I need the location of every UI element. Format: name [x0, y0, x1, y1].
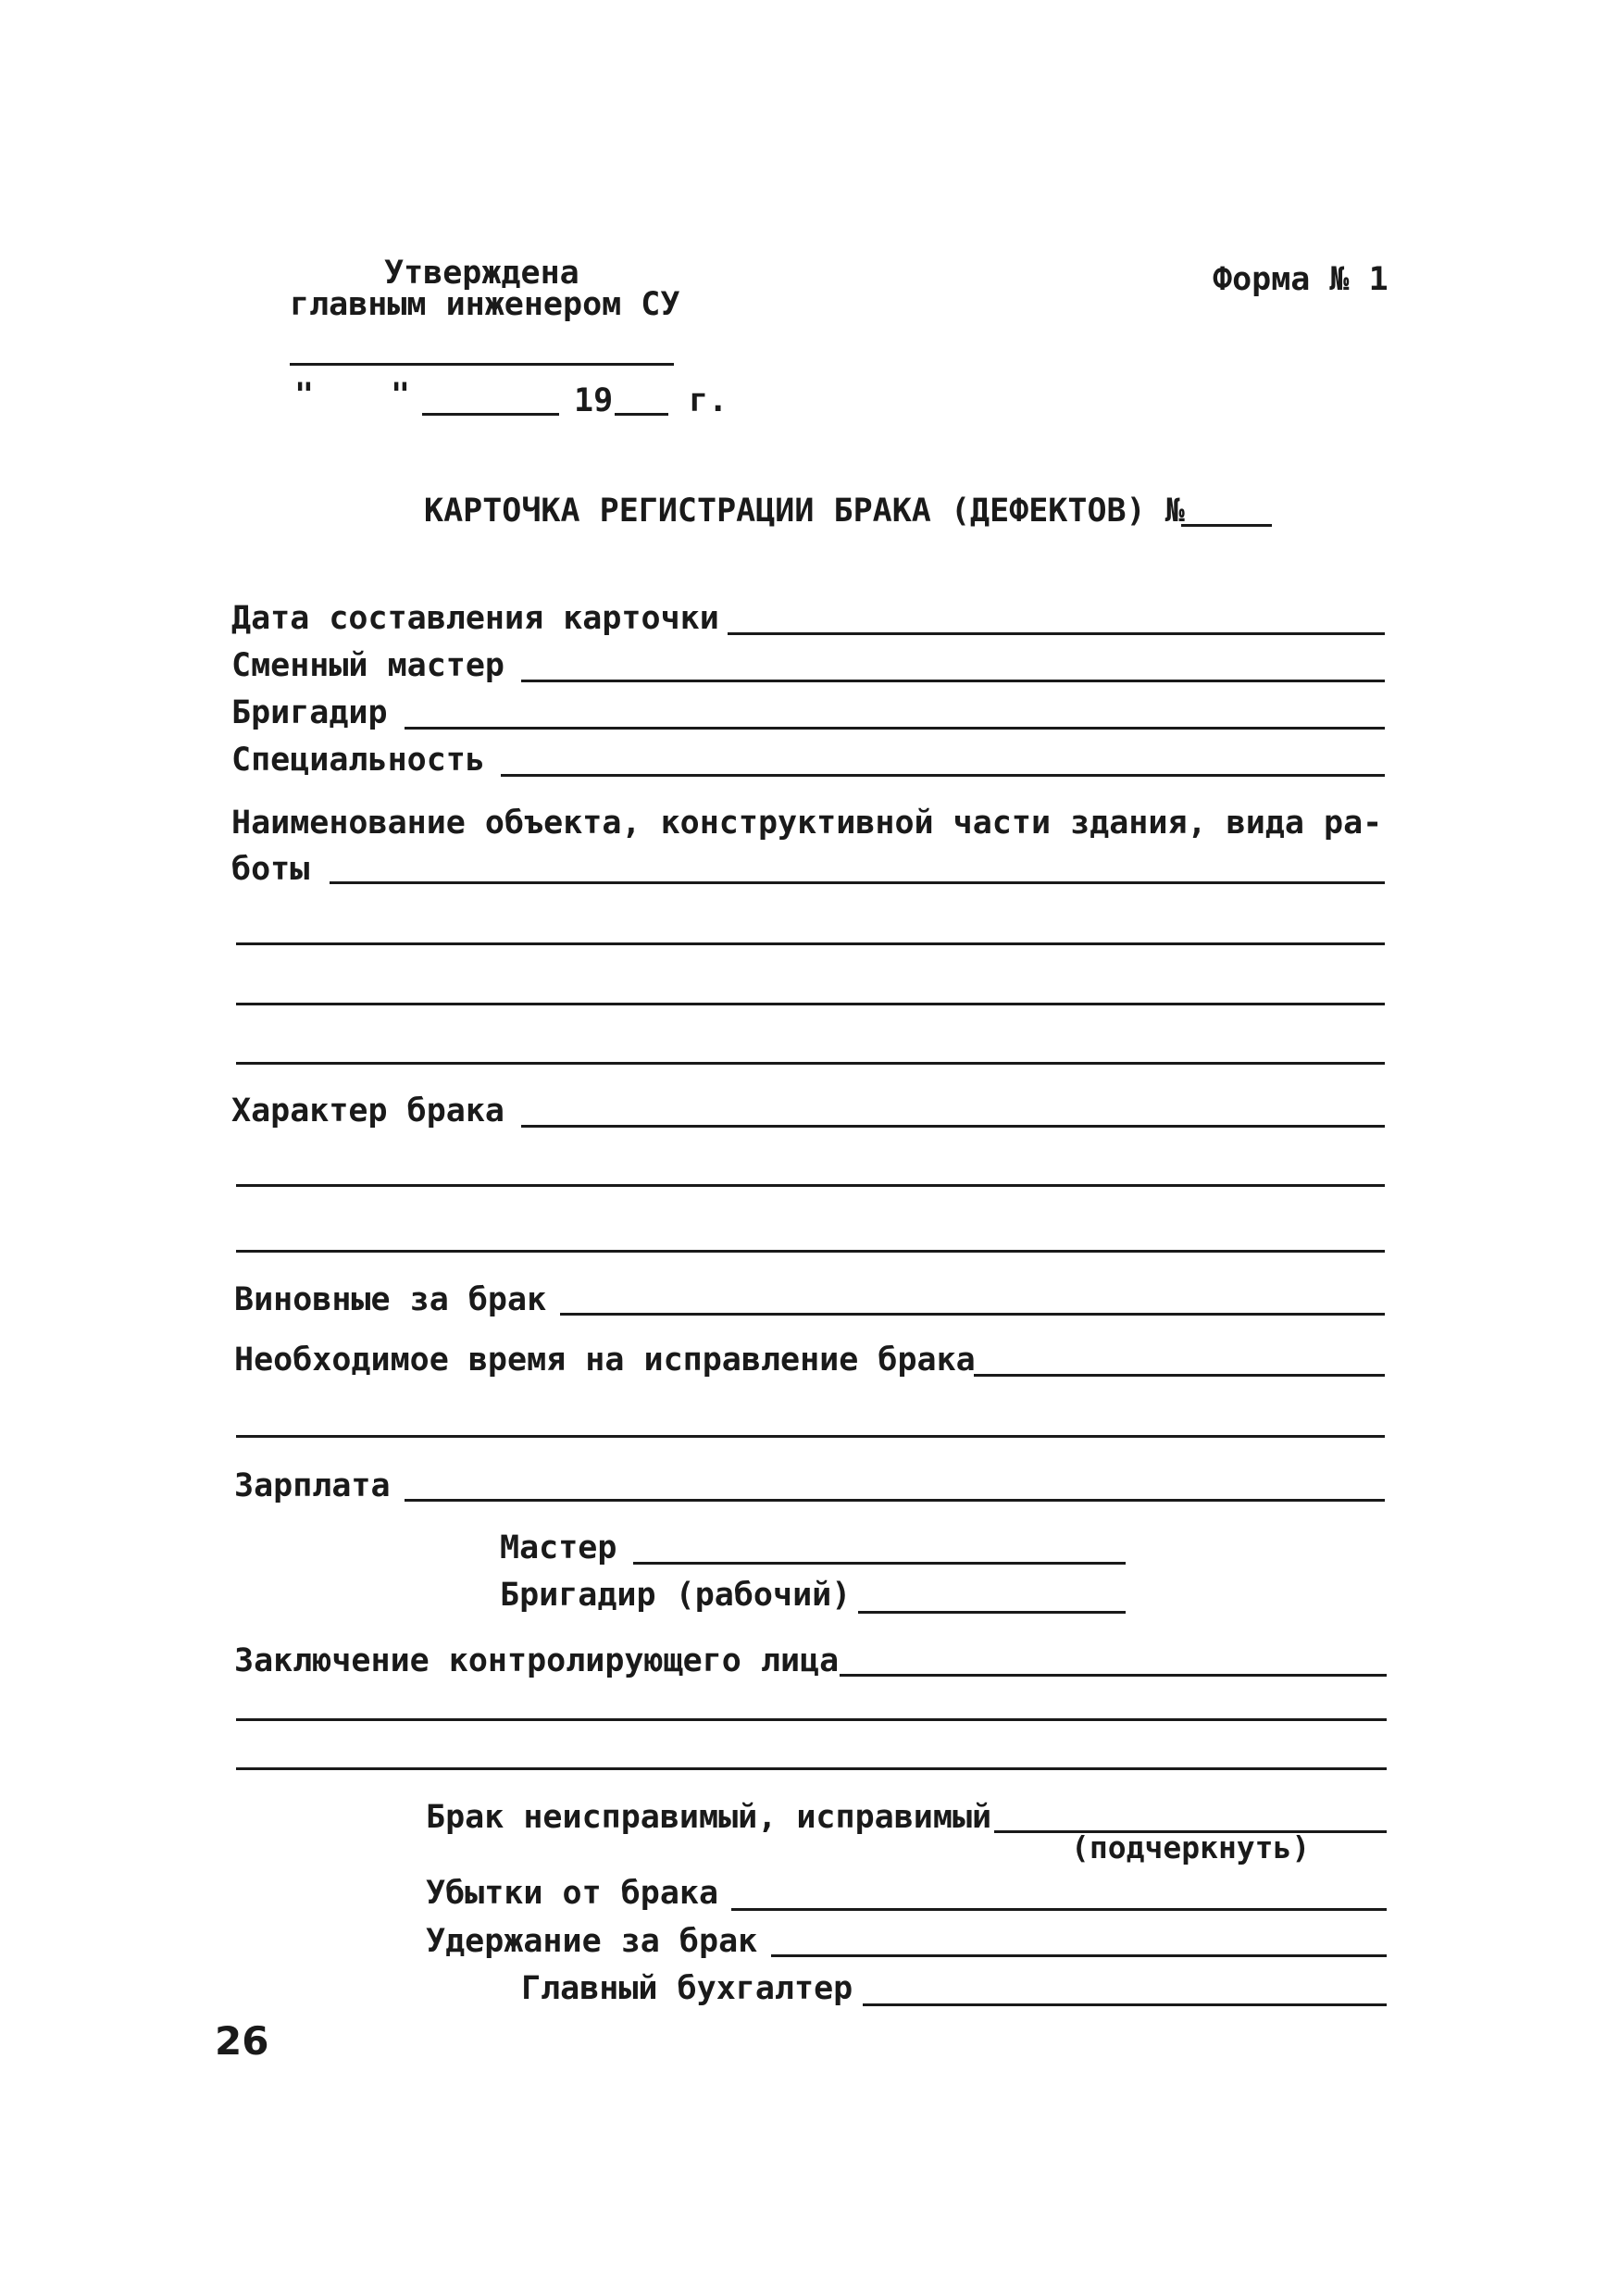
field-losses-line[interactable]: [731, 1908, 1387, 1911]
field-defect-type-label: Брак неисправимый, исправимый: [426, 1799, 992, 1836]
field-object-name-line-2[interactable]: [236, 942, 1385, 945]
approval-year: 19: [574, 382, 614, 419]
field-defect-nature-line-3[interactable]: [236, 1250, 1385, 1253]
field-fix-time-line-1[interactable]: [974, 1374, 1385, 1377]
page-number: 26: [215, 2018, 269, 2064]
field-date-label: Дата составления карточки: [231, 600, 719, 637]
field-underline-note: (подчеркнуть): [1071, 1829, 1311, 1866]
approval-year-suffix: г.: [689, 382, 729, 419]
approval-year-line: [615, 413, 668, 416]
field-salary-line[interactable]: [405, 1499, 1385, 1502]
field-master-label: Мастер: [500, 1529, 617, 1566]
field-specialty-line[interactable]: [501, 774, 1385, 777]
field-foreman-worker-label: Бригадир (рабочий): [500, 1577, 852, 1614]
field-fix-time-label: Необходимое время на исправление брака: [234, 1341, 976, 1379]
field-responsible-label: Виновные за брак: [234, 1281, 547, 1318]
field-object-name-label-1: Наименование объекта, конструктивной части здания, вида ра-: [231, 805, 1383, 842]
field-inspector-conclusion-line-1[interactable]: [840, 1674, 1387, 1677]
approval-line-1: Утверждена: [384, 255, 579, 292]
field-deduction-label: Удержание за брак: [426, 1923, 758, 1960]
field-inspector-conclusion-label: Заключение контролирующего лица: [234, 1642, 840, 1679]
field-foreman-worker-line[interactable]: [858, 1611, 1126, 1614]
field-inspector-conclusion-line-3[interactable]: [236, 1767, 1387, 1770]
field-shift-master-label: Сменный мастер: [231, 647, 505, 684]
field-specialty-label: Специальность: [231, 742, 485, 779]
field-responsible-line[interactable]: [560, 1313, 1385, 1316]
field-foreman-line[interactable]: [405, 727, 1385, 730]
field-salary-label: Зарплата: [234, 1467, 391, 1504]
field-chief-accountant-label: Главный бухгалтер: [521, 1970, 853, 2007]
field-defect-nature-line-2[interactable]: [236, 1184, 1385, 1187]
field-defect-nature-line-1[interactable]: [521, 1125, 1385, 1128]
field-defect-nature-label: Характер брака: [231, 1092, 505, 1129]
card-title: КАРТОЧКА РЕГИСТРАЦИИ БРАКА (ДЕФЕКТОВ) №: [424, 493, 1185, 530]
field-date-line[interactable]: [728, 632, 1385, 635]
approval-signature-line: [290, 363, 674, 366]
field-object-name-line-3[interactable]: [236, 1003, 1385, 1005]
approval-line-2: главным инженером СУ: [290, 286, 680, 323]
approval-day-month-line: [422, 413, 559, 416]
field-losses-label: Убытки от брака: [426, 1875, 719, 1912]
card-number-line: [1181, 524, 1272, 527]
field-master-line[interactable]: [633, 1562, 1126, 1565]
field-object-name-line-4[interactable]: [236, 1062, 1385, 1065]
field-object-name-line-1[interactable]: [330, 881, 1385, 884]
approval-quote-open: ": [294, 377, 315, 414]
field-shift-master-line[interactable]: [521, 680, 1385, 682]
field-chief-accountant-line[interactable]: [863, 2003, 1387, 2006]
field-inspector-conclusion-line-2[interactable]: [236, 1718, 1387, 1721]
field-fix-time-line-2[interactable]: [236, 1435, 1385, 1438]
form-number: Форма № 1: [1213, 261, 1389, 298]
field-deduction-line[interactable]: [771, 1954, 1387, 1957]
approval-quote-close: ": [391, 377, 411, 414]
field-object-name-label-2: боты: [231, 851, 310, 888]
field-foreman-label: Бригадир: [231, 694, 388, 731]
